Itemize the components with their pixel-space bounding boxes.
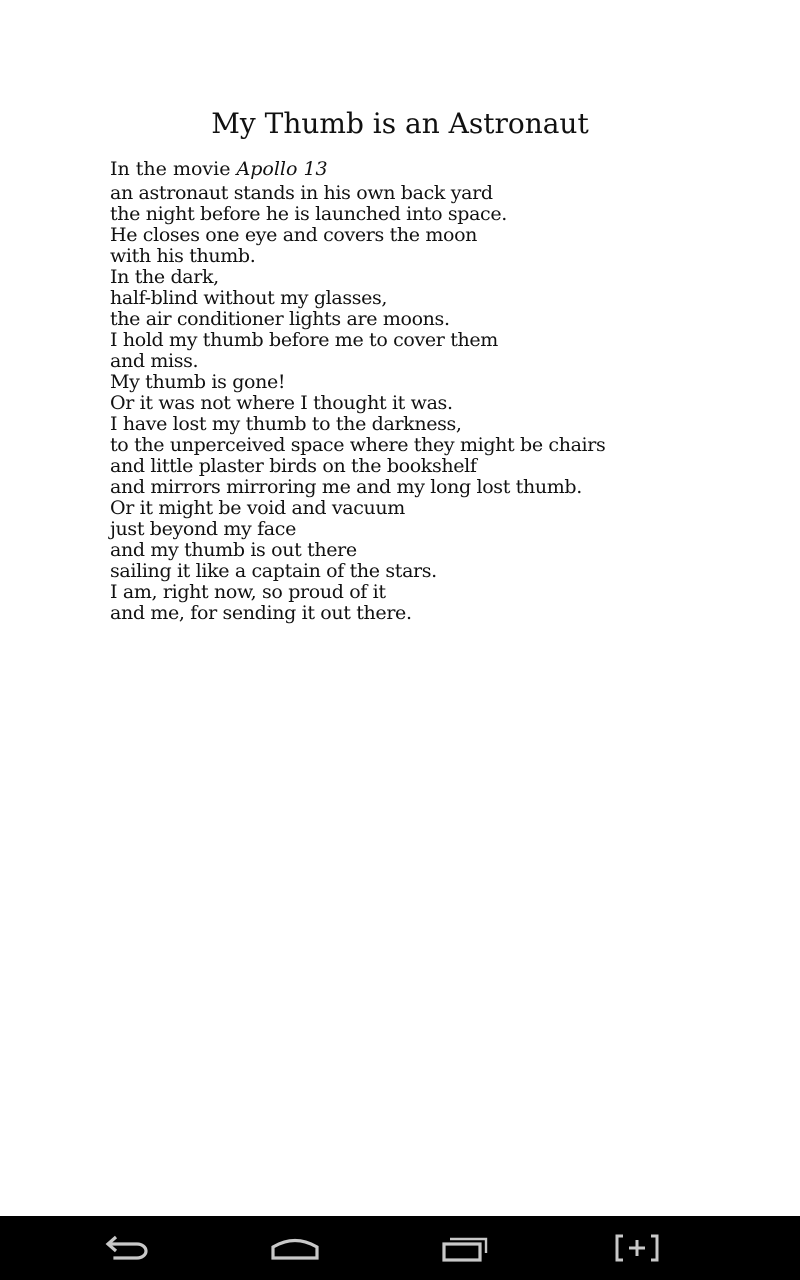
system-navigation-bar — [0, 1216, 800, 1280]
epigraph-text: In the movie — [110, 158, 237, 180]
poem-line: an astronaut stands in his own back yard — [110, 182, 493, 204]
poem-line: the air conditioner lights are moons. — [110, 308, 450, 330]
poem-line: sailing it like a captain of the stars. — [110, 560, 437, 582]
poem-line: half-blind without my glasses, — [110, 287, 388, 309]
poem-line: I have lost my thumb to the darkness, — [110, 413, 462, 435]
epigraph-movie-title: Apollo 13 — [236, 158, 328, 180]
poem-title: My Thumb is an Astronaut — [211, 107, 589, 140]
poem-line: with his thumb. — [110, 245, 256, 267]
poem-line: and miss. — [110, 350, 199, 372]
poem-line: My thumb is gone! — [110, 371, 286, 393]
poem-line: and me, for sending it out there. — [110, 602, 412, 624]
screenshot-icon — [613, 1233, 661, 1263]
back-button[interactable] — [77, 1216, 173, 1280]
screenshot-button[interactable] — [589, 1216, 685, 1280]
recent-apps-icon — [441, 1233, 491, 1263]
poem-body — [110, 183, 730, 624]
poem-line: In the dark, — [110, 266, 219, 288]
poem-line: and little plaster birds on the bookshelf — [110, 455, 477, 477]
poem-line: and my thumb is out there — [110, 539, 357, 561]
poem-line: He closes one eye and covers the moon — [110, 224, 478, 246]
poem-line: I hold my thumb before me to cover them — [110, 329, 498, 351]
poem-line: and mirrors mirroring me and my long lost thumb. — [110, 476, 582, 498]
poem-line: Or it might be void and vacuum — [110, 497, 405, 519]
recent-apps-button[interactable] — [418, 1216, 514, 1280]
poem-line: to the unperceived space where they might be chairs — [110, 434, 606, 456]
poem-line: just beyond my face — [110, 518, 296, 540]
poem-epigraph — [110, 157, 328, 182]
poem-line: the night before he is launched into space. — [110, 203, 507, 225]
home-icon — [270, 1234, 320, 1262]
poem-line: I am, right now, so proud of it — [110, 581, 386, 603]
back-icon — [101, 1233, 149, 1263]
poem-line: Or it was not where I thought it was. — [110, 392, 453, 414]
home-button[interactable] — [247, 1216, 343, 1280]
